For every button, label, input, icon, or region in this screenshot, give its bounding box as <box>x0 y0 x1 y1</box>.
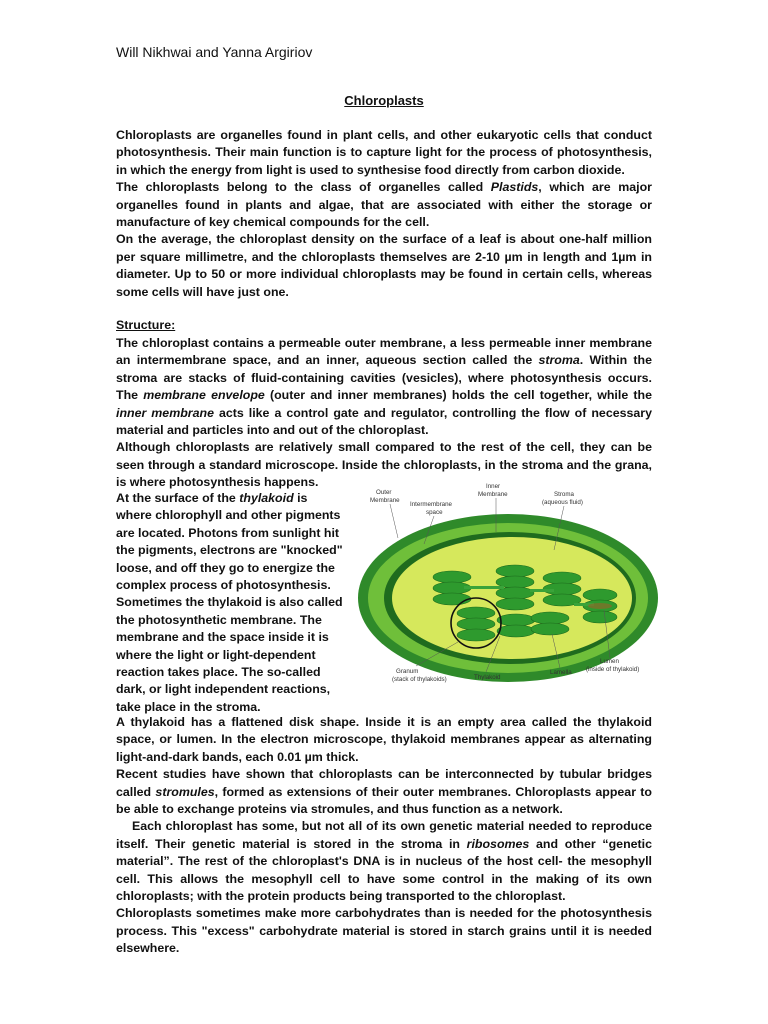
author-names: Will Nikhwai and Yanna Argiriov <box>116 44 313 60</box>
label-granum-2: (stack of thylakoids) <box>392 676 447 683</box>
structure-heading: Structure: <box>116 318 176 332</box>
page-title: Chloroplasts <box>344 93 424 108</box>
label-stroma-2: (aqueous fluid) <box>542 499 583 506</box>
intro-paragraph-1: Chloroplasts are organelles found in plant cells, and other eukaryotic cells that conduct photosynthesis. Their main function is to capture light for the process of photosynthesis, in which the energy from light is used to synthesise food directly from carbon dioxide. <box>116 128 652 177</box>
label-inner-membrane-2: Membrane <box>478 491 508 498</box>
label-lumen-1: Lumen <box>600 658 619 665</box>
structure-paragraph-2: Although chloroplasts are relatively small compared to the rest of the cell, they can be seen through a standard microscope. Inside the chloroplasts, in the stroma and the grana, is where photosynthesis happens. <box>116 440 652 490</box>
label-outer-membrane-1: Outer <box>376 489 392 496</box>
intro-section <box>116 127 652 301</box>
label-inner-membrane-1: Inner <box>486 483 501 490</box>
structure-section <box>116 335 652 492</box>
label-thylakoid: Thylakoid <box>474 674 501 681</box>
intro-paragraph-3: On the average, the chloroplast density on the surface of a leaf is about one-half million per square millimetre, and the chloroplasts themselves are 2-10 µm in length and 1µm in diameter. Up to 50 or more individual chloroplasts may be found in certain cells, whereas some cells will have just one. <box>116 232 652 299</box>
stromules-paragraph: Recent studies have shown that chloroplasts can be interconnected by tubular bridges called stromules, formed as extensions of their outer membranes. Chloroplasts appear to be able to exchange proteins via stromules, and thus function as a network. <box>116 767 652 817</box>
structure-paragraph-1: The chloroplast contains a permeable outer membrane, a less permeable inner membrane an intermembrane space, and an inner, aqueous section called the stroma. Within the stroma are stacks of fluid-containing cavities (vesicles), where photosynthesis occurs. The membrane envelope (outer and inner membranes) holds the cell together, while the inner membrane acts like a control gate and regulator, controlling the flow of necessary material and particles into and out of the chloroplast. <box>116 336 652 438</box>
label-outer-membrane-2: Membrane <box>370 497 400 504</box>
label-lumen-2: (inside of thylakoid) <box>586 666 640 673</box>
label-intermembrane-2: space <box>426 509 443 516</box>
lumen-highlight <box>588 603 612 609</box>
label-stroma-1: Stroma <box>554 491 574 498</box>
label-intermembrane-1: Intermembrane <box>410 501 452 508</box>
label-granum-1: Granum <box>396 668 419 675</box>
label-lamella: Lamella <box>550 669 572 676</box>
genetic-paragraph: Each chloroplast has some, but not all of its own genetic material needed to reproduce itself. Their genetic material is stored in the stroma in ribosomes and other “genetic material”. The rest of the chloroplast's DNA is in nucleus of the host cell- the mesophyll cell. This allows the mesophyll cell to have some control in the making of its own chloroplasts; with the protein products being transported to the chloroplast. <box>116 819 652 904</box>
thylakoid-paragraph: A thylakoid has a flattened disk shape. Inside it is an empty area called the thylakoid space, or lumen. In the electron microscope, thylakoid membranes appear as alternating light-and-dark bands, each 0.01 µm thick. <box>116 715 652 764</box>
carbohydrate-paragraph: Chloroplasts sometimes make more carbohydrates than is needed for the photosynthesis process. This "excess" carbohydrate material is stored in starch grains until it is needed elsewhere. <box>116 906 652 956</box>
later-section <box>116 714 652 958</box>
intro-paragraph-2: The chloroplasts belong to the class of organelles called Plastids, which are major organelles found in plants and algae, that are associated with either the storage or manufacture of key chemical compounds for the cell. <box>116 180 652 230</box>
thylakoid-column-text: At the surface of the thylakoid is where chlorophyll and other pigments are located. Photons from sunlight hit the pigments, electrons are "knocked" loose, and off they go to energize the complex process of photosynthesis. Sometimes the thylakoid is also called the photosynthetic membrane. The membrane and the space inside it is where the light or light-dependent reaction takes place. The so-called dark, or light independent reactions, take place in the stroma. <box>116 491 343 714</box>
chloroplast-diagram <box>354 480 660 686</box>
